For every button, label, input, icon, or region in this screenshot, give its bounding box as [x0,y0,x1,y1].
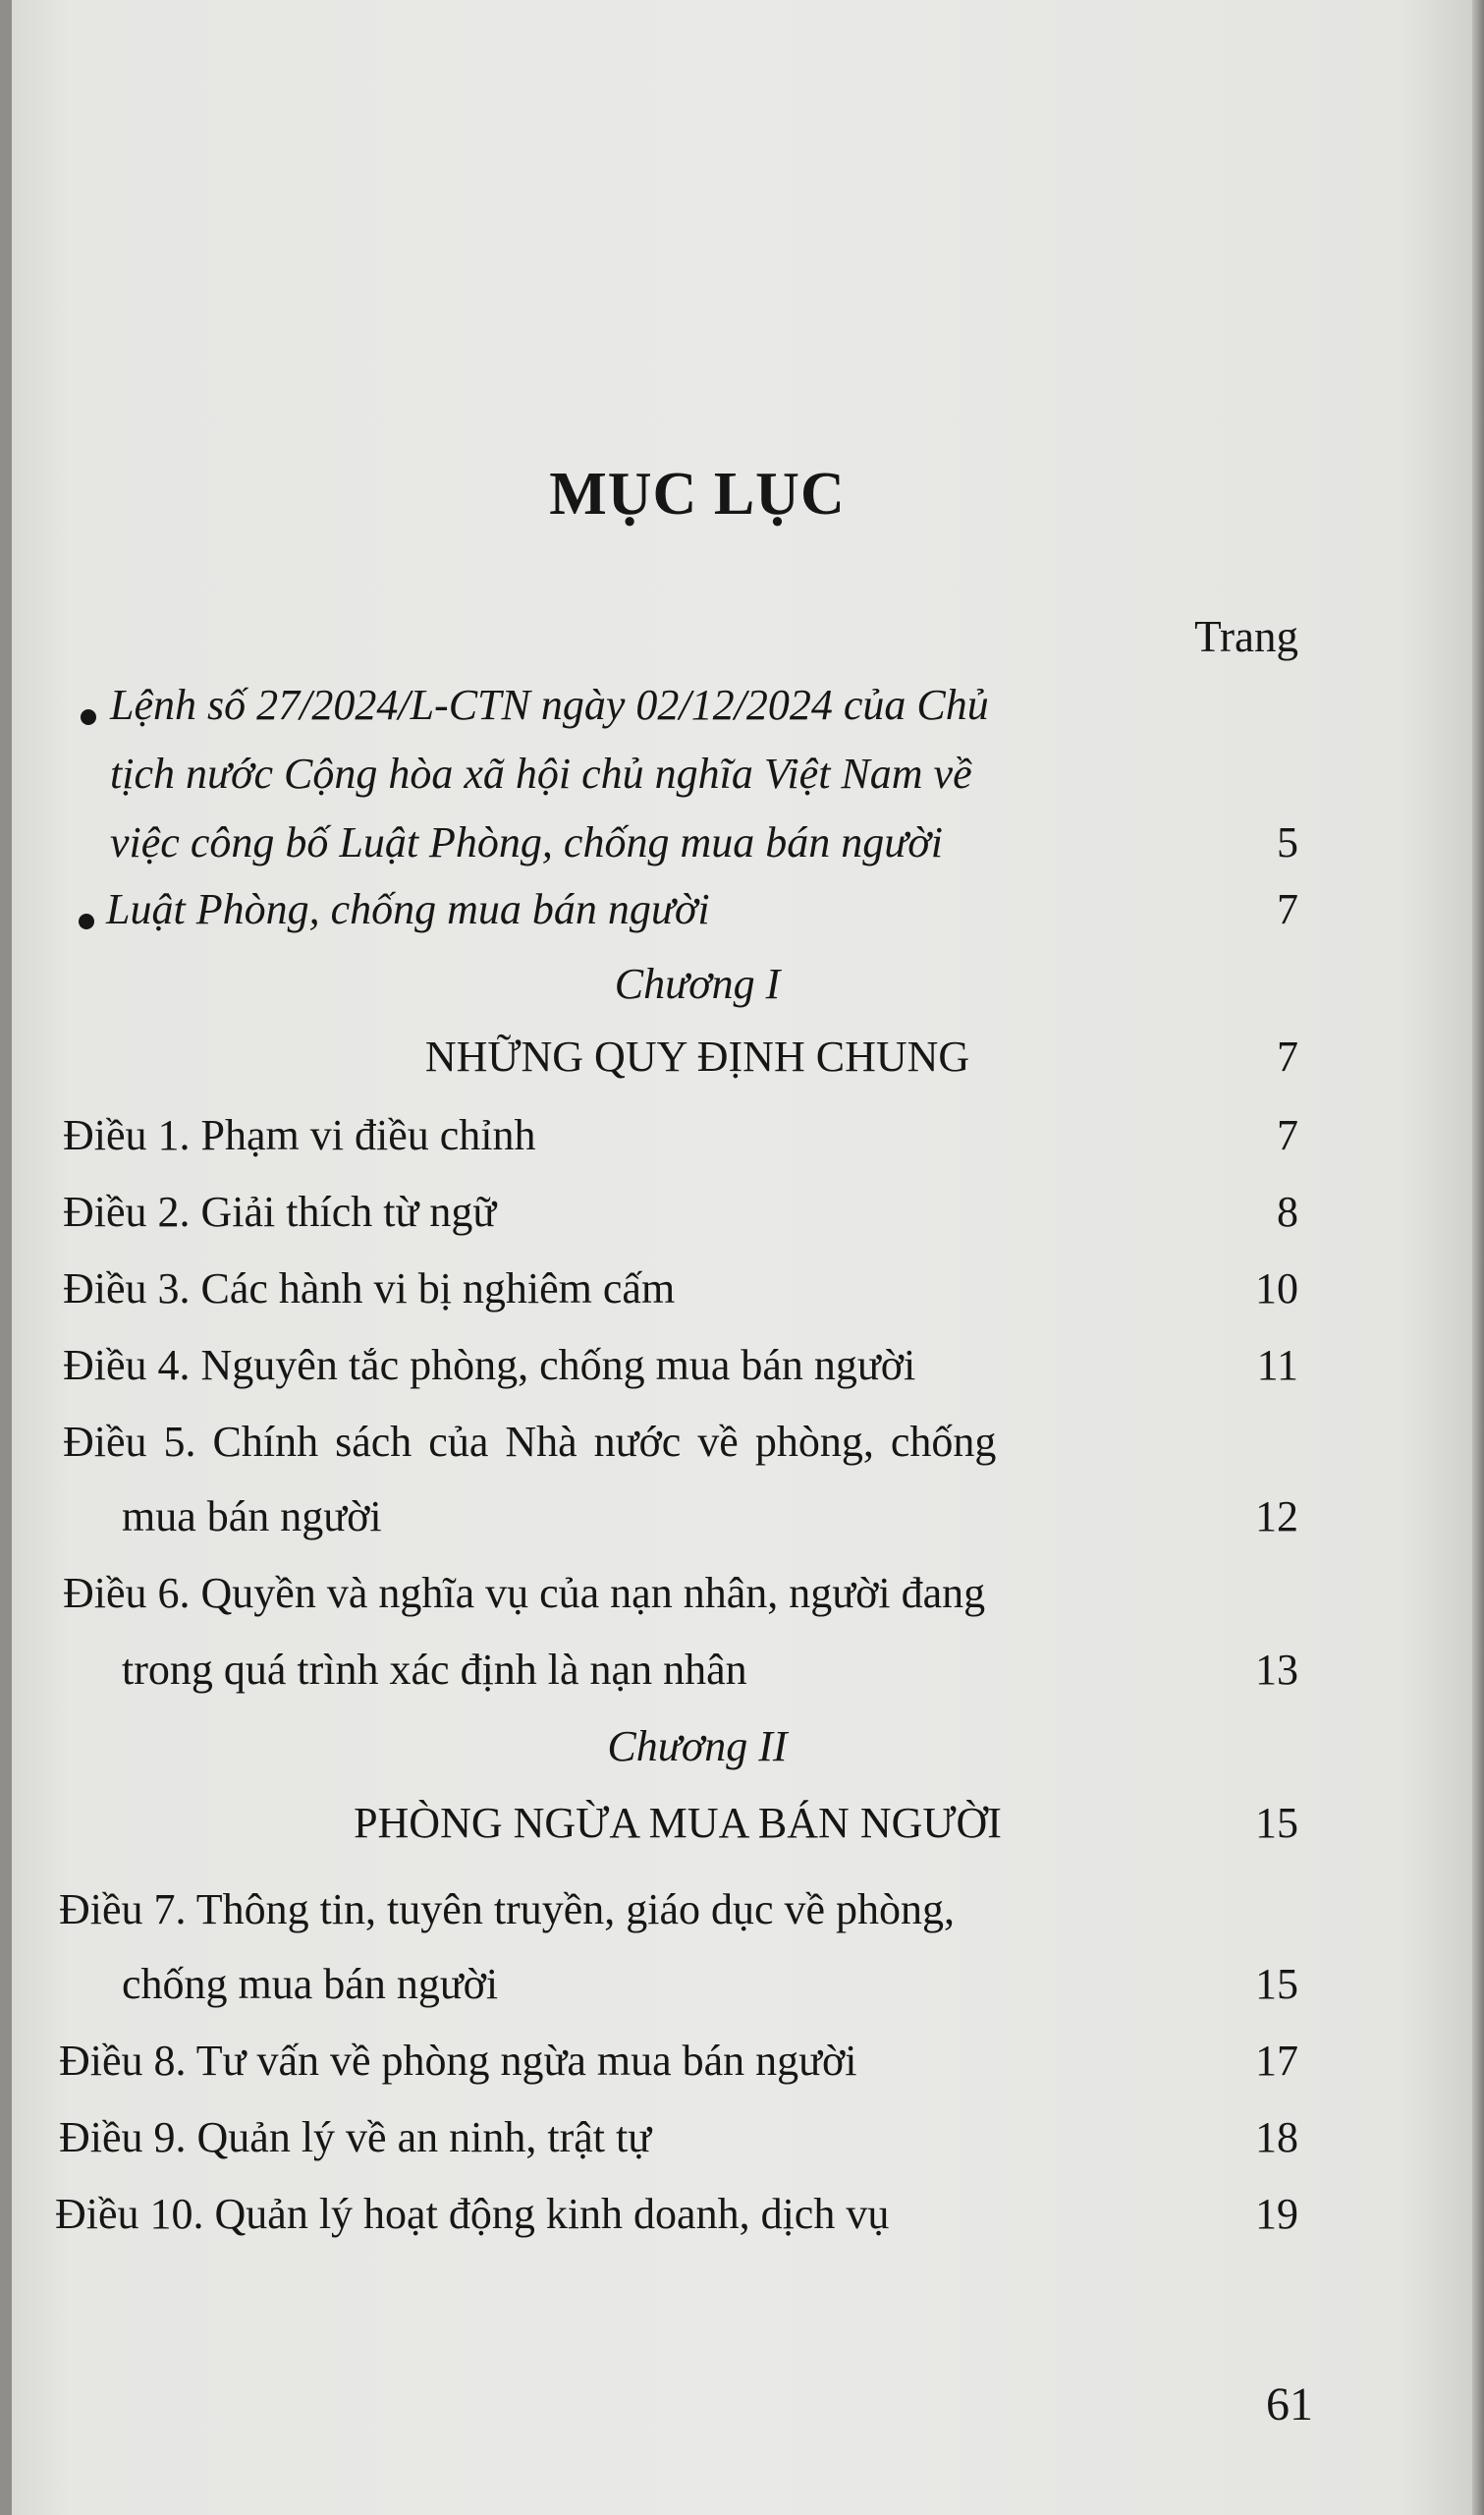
toc-page-number: 15 [1255,1960,1298,2008]
toc-page-number: 17 [1255,2037,1298,2085]
page-column-header: Trang [1194,612,1298,661]
toc-page-number: 10 [1255,1264,1298,1313]
toc-entry-line: việc công bố Luật Phòng, chống mua bán người [110,818,943,866]
toc-article: Điều 6. Quyền và nghĩa vụ của nạn nhân, người đang [63,1569,986,1617]
toc-page-number: 13 [1255,1646,1298,1694]
chapter-title: PHÒNG NGỪA MUA BÁN NGƯỜI [354,1799,1002,1847]
toc-article: Điều 9. Quản lý về an ninh, trật tự [59,2113,652,2161]
toc-page-number: 5 [1277,818,1298,866]
toc-page-number: 18 [1255,2113,1298,2161]
toc-page-number: 8 [1277,1188,1298,1236]
book-page [12,0,1475,2515]
book-edge [1472,0,1484,2515]
toc-article: Điều 2. Giải thích từ ngữ [63,1188,497,1236]
toc-article: chống mua bán người [122,1960,499,2008]
bullet-icon [79,914,94,929]
toc-article: Điều 8. Tư vấn về phòng ngừa mua bán người [59,2037,857,2085]
chapter-label: Chương II [607,1722,788,1770]
toc-article: Điều 4. Nguyên tắc phòng, chống mua bán người [63,1341,916,1389]
toc-article: mua bán người [122,1492,382,1540]
toc-page-number: 7 [1277,885,1298,933]
toc-article: Điều 5. Chính sách của Nhà nước về phòng, chống [63,1418,997,1466]
page-title: MỤC LỤC [549,461,846,528]
toc-entry-line: tịch nước Cộng hòa xã hội chủ nghĩa Việt Nam về [110,750,972,798]
bullet-icon [81,709,96,725]
toc-page-number: 15 [1255,1799,1298,1847]
chapter-title: NHỮNG QUY ĐỊNH CHUNG [424,1033,970,1081]
toc-article: Điều 1. Phạm vi điều chỉnh [63,1111,536,1159]
toc-article: Điều 7. Thông tin, tuyên truyền, giáo dục về phòng, [59,1885,956,1933]
toc-page-number: 11 [1256,1341,1298,1389]
toc-article: Điều 3. Các hành vi bị nghiêm cấm [63,1264,676,1313]
toc-article: trong quá trình xác định là nạn nhân [122,1646,747,1694]
toc-page-number: 12 [1255,1492,1298,1540]
toc-article: Điều 10. Quản lý hoạt động kinh doanh, dịch vụ [55,2190,890,2238]
toc-entry-line: Luật Phòng, chống mua bán người [106,885,710,933]
chapter-label: Chương I [614,960,781,1008]
toc-entry-line: Lệnh số 27/2024/L-CTN ngày 02/12/2024 của Chủ [110,681,989,729]
toc-page-number: 7 [1277,1111,1298,1159]
toc-page-number: 7 [1277,1033,1298,1081]
page-number: 61 [1266,2378,1313,2431]
toc-page-number: 19 [1255,2190,1298,2238]
